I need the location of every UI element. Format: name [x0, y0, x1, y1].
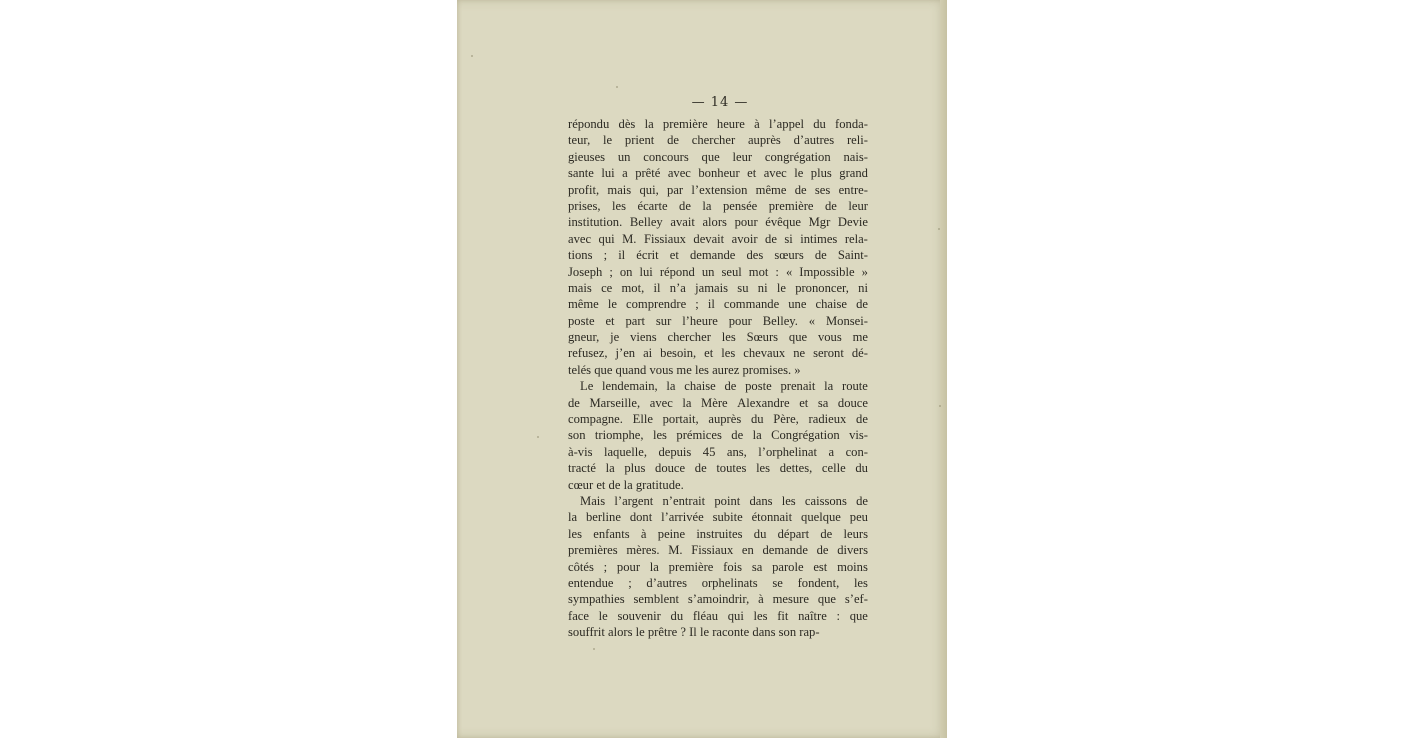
text-line: poste et part sur l’heure pour Belley. « Monsei-	[568, 313, 868, 328]
text-line: souffrit alors le prêtre ? Il le raconte dans son rap-	[568, 625, 820, 640]
paper-speck	[537, 436, 539, 438]
text-line: gieuses un concours que leur congrégation nais-	[568, 149, 868, 164]
text-line: la berline dont l’arrivée subite étonnait quelque peu	[568, 510, 868, 525]
paper-speck	[593, 648, 595, 650]
text-line: face le souvenir du fléau qui les fit naître : que	[568, 608, 868, 623]
paper-speck	[616, 86, 618, 88]
text-line: son triomphe, les prémices de la Congrégation vis-	[568, 428, 868, 443]
text-line: compagne. Elle portait, auprès du Père, radieux de	[568, 412, 868, 427]
body-text	[568, 116, 868, 641]
text-line: avec qui M. Fissiaux devait avoir de si intimes rela-	[568, 231, 868, 246]
text-line: sante lui a prêté avec bonheur et avec le plus grand	[568, 166, 868, 181]
text-line: les enfants à peine instruites du départ de leurs	[568, 526, 868, 541]
paper-speck	[938, 228, 940, 230]
paragraph	[568, 378, 868, 493]
text-line: entendue ; d’autres orphelinats se fondent, les	[568, 575, 868, 590]
text-line: premières mères. M. Fissiaux en demande de divers	[568, 543, 868, 558]
text-line: sympathies semblent s’amoindrir, à mesure que s’ef-	[568, 592, 868, 607]
text-line: profit, mais qui, par l’extension même de ses entre-	[568, 182, 868, 197]
text-line: à-vis laquelle, depuis 45 ans, l’orphelinat a con-	[568, 444, 868, 459]
text-line: tions ; il écrit et demande des sœurs de Saint-	[568, 248, 868, 263]
text-line: prises, les écarte de la pensée première de leur	[568, 198, 868, 213]
text-line: cœur et de la gratitude.	[568, 477, 684, 492]
text-line: teur, le prient de chercher auprès d’autres reli-	[568, 133, 868, 148]
text-line: de Marseille, avec la Mère Alexandre et sa douce	[568, 395, 868, 410]
text-line: gneur, je viens chercher les Sœurs que vous me	[568, 330, 868, 345]
page-edge-shadow	[940, 0, 947, 738]
paragraph	[568, 493, 868, 641]
paragraph	[568, 116, 868, 378]
text-line: répondu dès la première heure à l’appel du fonda-	[568, 117, 868, 131]
text-line: telés que quand vous me les aurez promises. »	[568, 362, 801, 377]
text-line: Joseph ; on lui répond un seul mot : « Impossible »	[568, 264, 868, 279]
text-line: refusez, j’en ai besoin, et les chevaux ne seront dé-	[568, 346, 868, 361]
text-line: Le lendemain, la chaise de poste prenait la route	[580, 379, 868, 394]
book-page	[457, 0, 947, 738]
paper-speck	[939, 405, 941, 407]
text-line: même le comprendre ; il commande une chaise de	[568, 297, 868, 312]
text-line: institution. Belley avait alors pour évêque Mgr Devie	[568, 215, 868, 230]
text-line: côtés ; pour la première fois sa parole est moins	[568, 559, 868, 574]
text-line: tracté la plus douce de toutes les dettes, celle du	[568, 461, 868, 476]
text-line: Mais l’argent n’entrait point dans les caissons de	[580, 493, 868, 508]
text-line: mais ce mot, il n’a jamais su ni le prononcer, ni	[568, 280, 868, 295]
page-number: — 14 —	[691, 95, 749, 110]
paper-speck	[471, 55, 473, 57]
